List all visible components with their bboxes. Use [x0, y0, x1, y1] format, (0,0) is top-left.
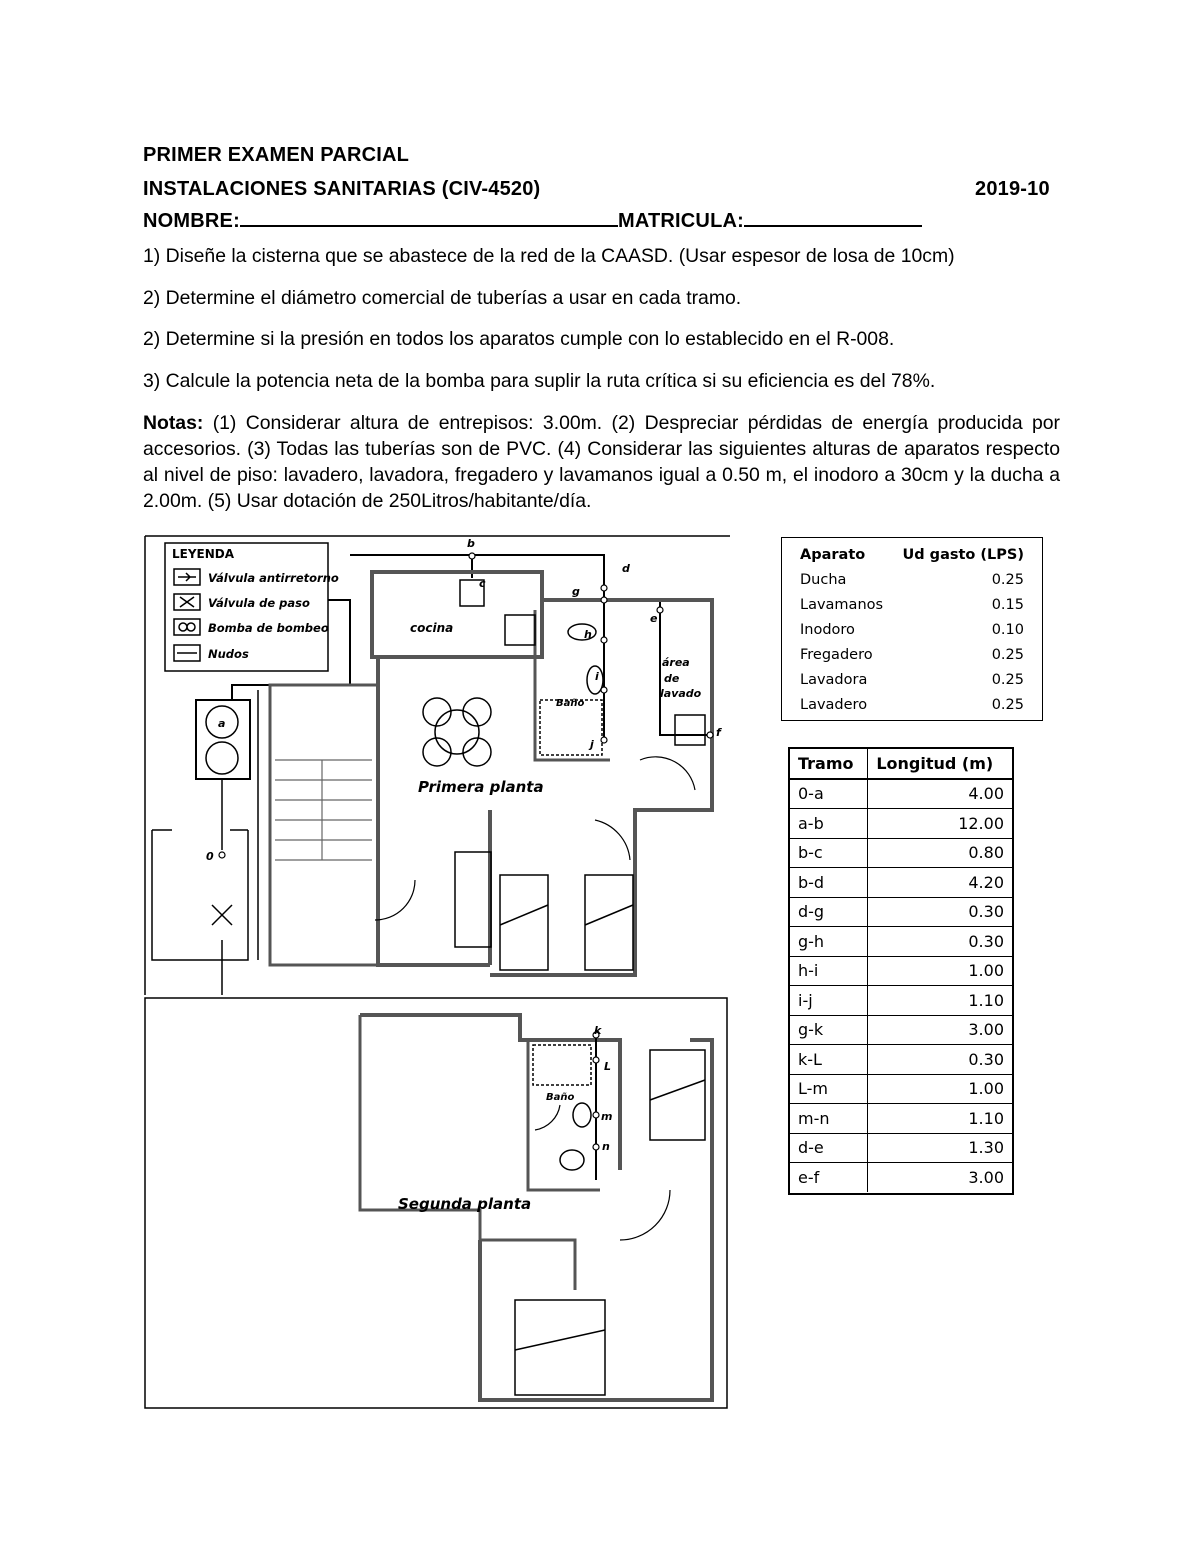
- length-cell: 1.10: [868, 1104, 1012, 1134]
- tramo-cell: g-k: [790, 1015, 868, 1045]
- notes: [143, 410, 1060, 514]
- tramo-cell: i-j: [790, 986, 868, 1016]
- tramo-cell: b-d: [790, 868, 868, 898]
- tramo-cell: d-e: [790, 1133, 868, 1163]
- notes-label: Notas:: [143, 412, 204, 434]
- length-cell: 0.30: [868, 927, 1012, 957]
- table-row: [792, 642, 1032, 667]
- bath-label-first: Baño: [556, 698, 585, 709]
- length-cell: 12.00: [868, 809, 1012, 839]
- node-l: L: [604, 1060, 612, 1073]
- question-2: 2) Determine el diámetro comercial de tuberías a usar en cada tramo.: [143, 287, 742, 309]
- table-row: [790, 1163, 1012, 1192]
- node-m: m: [601, 1110, 613, 1123]
- term: 2019-10: [975, 178, 1050, 200]
- node-c: c: [479, 577, 486, 590]
- second-floor-label: Segunda planta: [398, 1195, 532, 1213]
- length-cell: 4.20: [868, 868, 1012, 898]
- floor-plan: [140, 530, 740, 1415]
- pump-box: [196, 700, 250, 779]
- tramo-cell: k-L: [790, 1045, 868, 1075]
- name-field[interactable]: [143, 210, 922, 233]
- node-j: j: [590, 738, 594, 751]
- question-4: 3) Calcule la potencia neta de la bomba para suplir la ruta crítica si su eficiencia es del 78%.: [143, 370, 936, 392]
- appliance-name: Lavamanos: [800, 596, 884, 613]
- table-row: [792, 592, 1032, 617]
- table-row: [790, 838, 1012, 868]
- table-row: [790, 779, 1012, 809]
- tramo-cell: L-m: [790, 1074, 868, 1104]
- tramo-cell: h-i: [790, 956, 868, 986]
- tramo-cell: a-b: [790, 809, 868, 839]
- length-cell: 1.00: [868, 956, 1012, 986]
- table-row: [790, 927, 1012, 957]
- node-0: 0: [206, 850, 214, 863]
- first-floor-label: Primera planta: [418, 778, 544, 796]
- appliance-flow: 0.25: [991, 671, 1024, 688]
- table-row: [790, 868, 1012, 898]
- length-cell: 1.10: [868, 986, 1012, 1016]
- segment-table-box: [788, 747, 1014, 1195]
- appliance-flow: 0.10: [991, 621, 1024, 638]
- question-1: 1) Diseñe la cisterna que se abastece de la red de la CAASD. (Usar espesor de losa de 10cm): [143, 245, 955, 267]
- segment-table: [790, 749, 1012, 1192]
- legend-title: LEYENDA: [172, 547, 235, 561]
- node-k: k: [594, 1024, 602, 1037]
- tramo-col-header: Tramo: [790, 749, 868, 779]
- table-row: [790, 1045, 1012, 1075]
- tramo-cell: d-g: [790, 897, 868, 927]
- legend-item-check-valve: Válvula antirretorno: [208, 571, 339, 585]
- appliance-flow: 0.25: [991, 646, 1024, 663]
- tramo-cell: e-f: [798, 1167, 820, 1187]
- name-label: NOMBRE:: [143, 210, 240, 232]
- table-row: [790, 1104, 1012, 1134]
- legend-item-gate-valve: Válvula de paso: [208, 596, 310, 610]
- node-b: b: [467, 537, 475, 550]
- appliance-flow: 0.25: [991, 571, 1024, 588]
- node-n: n: [602, 1140, 610, 1153]
- flow-col-header: Ud gasto (LPS): [902, 546, 1024, 563]
- length-cell: 1.00: [868, 1074, 1012, 1104]
- tramo-cell: g-h: [790, 927, 868, 957]
- table-row: [792, 692, 1032, 717]
- length-cell: 1.30: [868, 1133, 1012, 1163]
- node-d: d: [622, 562, 630, 575]
- question-3: 2) Determine si la presión en todos los aparatos cumple con lo establecido en el R-008.: [143, 328, 895, 350]
- appliance-name: Lavadora: [800, 671, 868, 688]
- appliance-flow: 0.15: [991, 596, 1024, 613]
- length-cell: 3.00: [868, 1163, 1012, 1192]
- table-row: [790, 1133, 1012, 1163]
- kitchen-label: cocina: [410, 621, 454, 635]
- bath-label-second: Baño: [546, 1092, 575, 1103]
- length-cell: 0.30: [868, 897, 1012, 927]
- legend-item-pump: Bomba de bombeo: [208, 621, 329, 635]
- laundry-label-3: lavado: [660, 687, 702, 700]
- length-cell: 0.80: [868, 838, 1012, 868]
- table-row: [790, 1074, 1012, 1104]
- tramo-cell: b-c: [790, 838, 868, 868]
- appliance-name: Ducha: [800, 571, 847, 588]
- tramo-cell: 0-a: [790, 779, 868, 809]
- table-row: [792, 667, 1032, 692]
- course-title: INSTALACIONES SANITARIAS (CIV-4520): [143, 178, 541, 200]
- table-row: [792, 567, 1032, 592]
- appliance-col-header: Aparato: [800, 546, 866, 563]
- appliance-flow: 0.25: [991, 696, 1024, 713]
- node-f: f: [716, 726, 721, 739]
- table-row: [790, 986, 1012, 1016]
- appliance-table: [792, 542, 1032, 717]
- table-row: [790, 809, 1012, 839]
- tramo-cell: m-n: [790, 1104, 868, 1134]
- table-row: [790, 956, 1012, 986]
- table-row: [790, 897, 1012, 927]
- laundry-label-2: de: [664, 672, 680, 685]
- appliance-name: Lavadero: [800, 696, 868, 713]
- notes-text: (1) Considerar altura de entrepisos: 3.00m. (2) Despreciar pérdidas de energía producida por accesorios. (3) Todas las tuberías son de PVC. (4) Considerar las siguientes alturas de aparatos respecto al nivel de piso: lavadero, lavadora, fregadero y lavamanos igual a 0.50 m, el inodoro a 30cm y la ducha a 2.00m. (5) Usar dotación de 250Litros/habitante/día.: [143, 412, 1060, 512]
- length-cell: 0.30: [868, 1045, 1012, 1075]
- table-row: [792, 617, 1032, 642]
- node-a: a: [218, 717, 226, 730]
- table-row: [790, 1015, 1012, 1045]
- length-cell: 3.00: [868, 1015, 1012, 1045]
- node-h: h: [584, 628, 592, 641]
- length-col-header: Longitud (m): [868, 749, 1012, 779]
- appliance-table-box: [781, 537, 1043, 721]
- laundry-label-1: área: [662, 656, 690, 669]
- node-i: i: [595, 670, 599, 683]
- appliance-name: Fregadero: [800, 646, 873, 663]
- matricula-label: MATRICULA:: [617, 210, 744, 232]
- node-e: e: [650, 612, 658, 625]
- legend-item-nodes: Nudos: [208, 647, 249, 661]
- length-cell: 4.00: [868, 779, 1012, 809]
- matricula-field[interactable]: [744, 225, 922, 227]
- node-g: g: [572, 585, 580, 598]
- appliance-name: Inodoro: [800, 621, 855, 638]
- exam-title: PRIMER EXAMEN PARCIAL: [143, 144, 410, 166]
